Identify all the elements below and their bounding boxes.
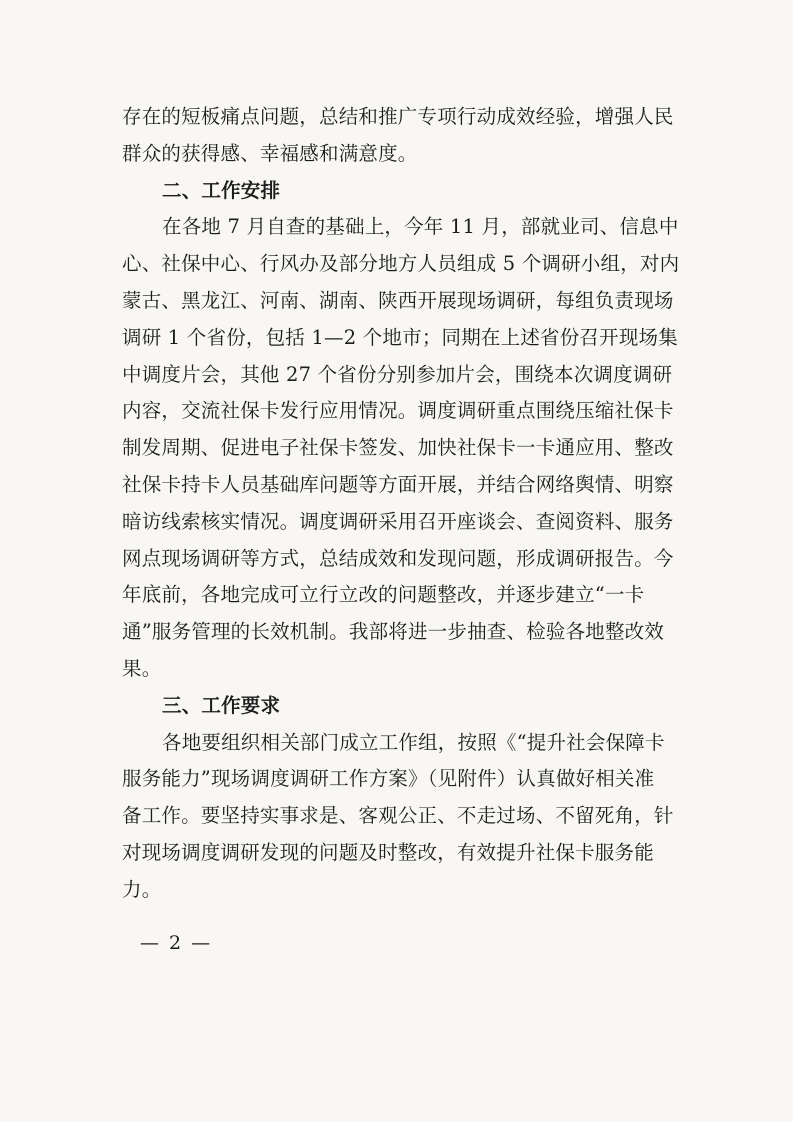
paragraph-line: 年底前，各地完成可立行立改的问题整改，并逐步建立“一卡 (122, 583, 645, 607)
paragraph-line: 通”服务管理的长效机制。我部将进一步抽查、检验各地整改效 (122, 620, 665, 644)
paragraph-line: 存在的短板痛点问题，总结和推广专项行动成效经验，增强人民 (122, 105, 674, 128)
paragraph-line: 在各地 7 月自查的基础上，今年 11 月，部就业司、信息中 (162, 215, 679, 239)
paragraph-line: 内容，交流社保卡发行应用情况。调度调研重点围绕压缩社保卡 (122, 399, 674, 423)
paragraph-line: 果。 (122, 656, 162, 680)
document-body (122, 99, 692, 909)
paragraph-line: 各地要组织相关部门成立工作组，按照《“提升社会保障卡 (162, 730, 665, 754)
paragraph-line: 群众的获得感、幸福感和满意度。 (122, 141, 418, 165)
paragraph-line: 网点现场调研等方式，总结成效和发现问题，形成调研报告。今 (122, 546, 674, 570)
paragraph-line: 中调度片会，其他 27 个省份分别参加片会，围绕本次调度调研 (122, 362, 673, 386)
section-heading-work-arrangement: 二、工作安排 (162, 178, 281, 202)
paragraph-line: 力。 (122, 877, 162, 901)
paragraph-line: 心、社保中心、行风办及部分地方人员组成 5 个调研小组，对内 (122, 252, 680, 276)
paragraph-line: 暗访线索核实情况。调度调研采用召开座谈会、查阅资料、服务 (122, 509, 674, 533)
page-number: — 2 — (140, 932, 213, 954)
paragraph-line: 社保卡持卡人员基础库问题等方面开展，并结合网络舆情、明察 (122, 472, 674, 496)
section-heading-work-requirements: 三、工作要求 (162, 693, 281, 717)
paragraph-line: 蒙古、黑龙江、河南、湖南、陕西开展现场调研，每组负责现场 (122, 288, 674, 312)
paragraph-line: 服务能力”现场调度调研工作方案》（见附件）认真做好相关准 (122, 767, 655, 791)
paragraph-line: 调研 1 个省份，包括 1—2 个地市；同期在上述省份召开现场集 (122, 325, 678, 349)
paragraph-line: 对现场调度调研发现的问题及时整改，有效提升社保卡服务能 (122, 840, 654, 864)
paragraph-line: 备工作。要坚持实事求是、客观公正、不走过场、不留死角，针 (122, 804, 674, 828)
paragraph-line: 制发周期、促进电子社保卡签发、加快社保卡一卡通应用、整改 (122, 436, 674, 460)
